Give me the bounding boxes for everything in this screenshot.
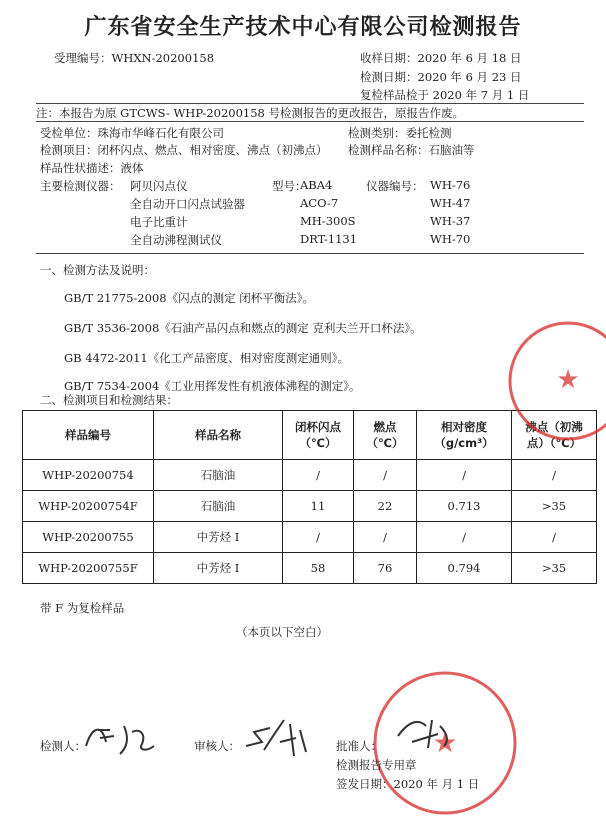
column-header: 样品编号 (23, 411, 154, 460)
reviewer-label: 审核人： (194, 739, 240, 753)
instrument-no-label: 仪器编号： (366, 179, 424, 193)
sample-name-cell: 石脑油 (154, 491, 283, 522)
instrument-number: WH-37 (430, 214, 471, 228)
instrument-name: 全自动沸程测试仪 (130, 233, 222, 247)
flash-point-cell: 11 (283, 491, 354, 522)
info-divider (36, 253, 584, 254)
table-row (23, 553, 597, 584)
density-cell: 0.713 (417, 491, 512, 522)
sample-id-cell: WHP-20200755F (23, 553, 154, 584)
methods-heading: 一、检测方法及说明： (40, 263, 155, 277)
test-type: 检测类别：委托检测 (348, 126, 452, 140)
test-date: 检测日期：2020 年 6 月 23 日 (360, 70, 522, 84)
instrument-name: 阿贝闪点仪 (130, 179, 188, 193)
table-row (23, 522, 597, 553)
fire-point-cell: / (354, 460, 417, 491)
instrument-number: WH-47 (430, 196, 471, 210)
density-cell: / (417, 460, 512, 491)
instrument-name: 电子比重计 (130, 215, 188, 229)
instrument-name: 全自动开口闪点试验器 (130, 197, 245, 211)
column-header: 相对密度 （g/cm³） (417, 411, 512, 460)
table-row (23, 491, 597, 522)
instrument-model: MH-300S (300, 214, 356, 228)
model-label: 型号： (272, 179, 307, 193)
inspection-seal (478, 316, 606, 446)
acceptance-number: 受理编号：WHXN-20200158 (54, 51, 215, 65)
instrument-model: ACO-7 (300, 196, 339, 210)
column-header: 燃点 （℃） (354, 411, 417, 460)
method-item: GB 4472-2011《化工产品密度、相对密度测定通则》。 (64, 351, 349, 365)
boiling-point-cell: >35 (512, 553, 597, 584)
sample-name-cell: 石脑油 (154, 460, 283, 491)
header-divider (36, 103, 584, 104)
blank-note: （本页以下空白） (236, 625, 328, 639)
recheck-footnote: 带 F 为复检样品 (40, 601, 125, 615)
method-item: GB/T 21775-2008《闪点的测定 闭杯平衡法》。 (64, 291, 314, 305)
method-item: GB/T 7534-2004《工业用挥发性有机液体沸程的测定》。 (64, 379, 361, 393)
flash-point-cell: / (283, 522, 354, 553)
fire-point-cell: / (354, 522, 417, 553)
instrument-number: WH-76 (430, 178, 471, 192)
note-divider (36, 121, 584, 122)
column-header: 样品名称 (154, 411, 283, 460)
svg-text:★: ★ (432, 726, 458, 759)
received-date: 收样日期：2020 年 6 月 18 日 (360, 51, 522, 65)
instrument-model: ABA4 (300, 178, 333, 192)
report-note: 注：本报告为原 GTCWS- WHP-20200158 号检测报告的更改报告，原报告作废。 (36, 106, 465, 120)
test-items: 检测项目：闭杯闪点、燃点、相对密度、沸点（初沸点） (40, 143, 328, 157)
results-heading: 二、检测项目和检测结果： (40, 393, 178, 407)
tester-signature (80, 716, 160, 760)
sample-id-cell: WHP-20200754F (23, 491, 154, 522)
instruments-label: 主要检测仪器： (40, 179, 121, 193)
instrument-number: WH-70 (430, 232, 471, 246)
approver-label: 批准人： (336, 739, 382, 753)
sample-name: 检测样品名称：石脑油等 (348, 143, 475, 157)
boiling-point-cell: / (512, 522, 597, 553)
sample-state: 样品性状描述：液体 (40, 161, 144, 175)
method-item: GB/T 3536-2008《石油产品闪点和燃点的测定 克利夫兰开口杯法》。 (64, 321, 422, 335)
column-header: 闭杯闪点 （℃） (283, 411, 354, 460)
sample-id-cell: WHP-20200755 (23, 522, 154, 553)
table-row (23, 460, 597, 491)
boiling-point-cell: >35 (512, 491, 597, 522)
column-header: 沸点（初沸 点）（℃） (512, 411, 597, 460)
fire-point-cell: 76 (354, 553, 417, 584)
density-cell: 0.794 (417, 553, 512, 584)
fire-point-cell: 22 (354, 491, 417, 522)
sample-name-cell: 中芳烃 I (154, 553, 283, 584)
report-title: 广东省安全生产技术中心有限公司检测报告 (84, 15, 522, 40)
client-unit: 受检单位：珠海市华峰石化有限公司 (40, 126, 224, 140)
sample-name-cell: 中芳烃 I (154, 522, 283, 553)
reviewer-signature (240, 712, 312, 760)
approver-signature (392, 712, 456, 752)
tester-label: 检测人： (40, 739, 86, 753)
flash-point-cell: 58 (283, 553, 354, 584)
boiling-point-cell: / (512, 460, 597, 491)
recheck-date: 复检样品检于 2020 年 7 月 1 日 (360, 88, 530, 102)
instrument-model: DRT-1131 (300, 232, 358, 246)
sample-id-cell: WHP-20200754 (23, 460, 154, 491)
issue-date: 签发日期：2020 年 月 1 日 (336, 777, 480, 791)
svg-text:★: ★ (556, 365, 580, 395)
flash-point-cell: / (283, 460, 354, 491)
density-cell: / (417, 522, 512, 553)
report-seal-label: 检测报告专用章 (336, 758, 417, 772)
